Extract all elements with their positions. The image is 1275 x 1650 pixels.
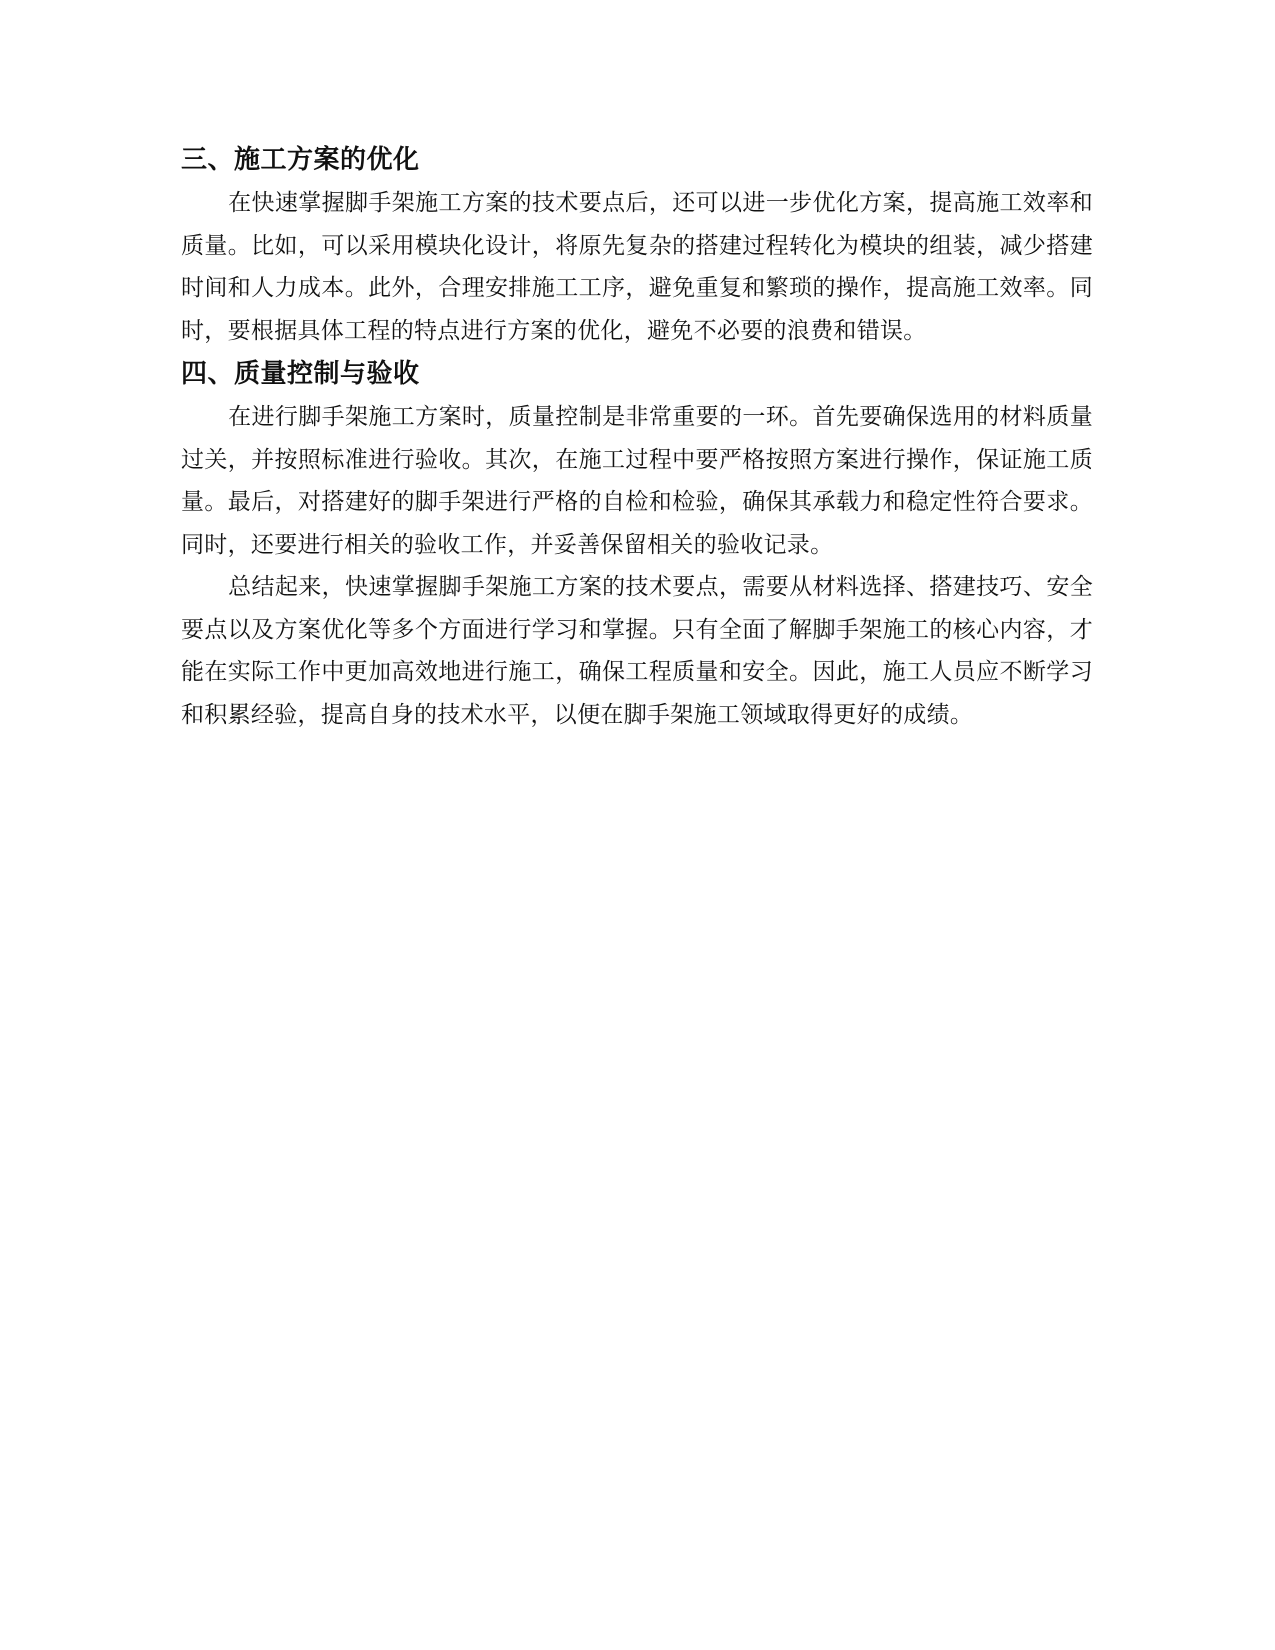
section-paragraph-optimization: 在快速掌握脚手架施工方案的技术要点后，还可以进一步优化方案，提高施工效率和质量。比如，可以采用模块化设计，将原先复杂的搭建过程转化为模块的组装，减少搭建时间和人力成本。此外，合理安排施工工序，避免重复和繁琐的操作，提高施工效率。同时，要根据具体工程的特点进行方案的优化，避免不必要的浪费和错误。 xyxy=(181,190,1093,344)
section-heading-optimization: 三、施工方案的优化 xyxy=(181,145,420,175)
summary-paragraph: 总结起来，快速掌握脚手架施工方案的技术要点，需要从材料选择、搭建技巧、安全要点以及方案优化等多个方面进行学习和掌握。只有全面了解脚手架施工的核心内容，才能在实际工作中更加高效地进行施工，确保工程质量和安全。因此，施工人员应不断学习和积累经验，提高自身的技术水平，以便在脚手架施工领域取得更好的成绩。 xyxy=(181,574,1093,728)
section-paragraph-quality-control: 在进行脚手架施工方案时，质量控制是非常重要的一环。首先要确保选用的材料质量过关，并按照标准进行验收。其次，在施工过程中要严格按照方案进行操作，保证施工质量。最后，对搭建好的脚手架进行严格的自检和检验，确保其承载力和稳定性符合要求。同时，还要进行相关的验收工作，并妥善保留相关的验收记录。 xyxy=(181,404,1093,558)
document-page xyxy=(181,138,1093,736)
section-heading-quality-control: 四、质量控制与验收 xyxy=(181,359,420,389)
